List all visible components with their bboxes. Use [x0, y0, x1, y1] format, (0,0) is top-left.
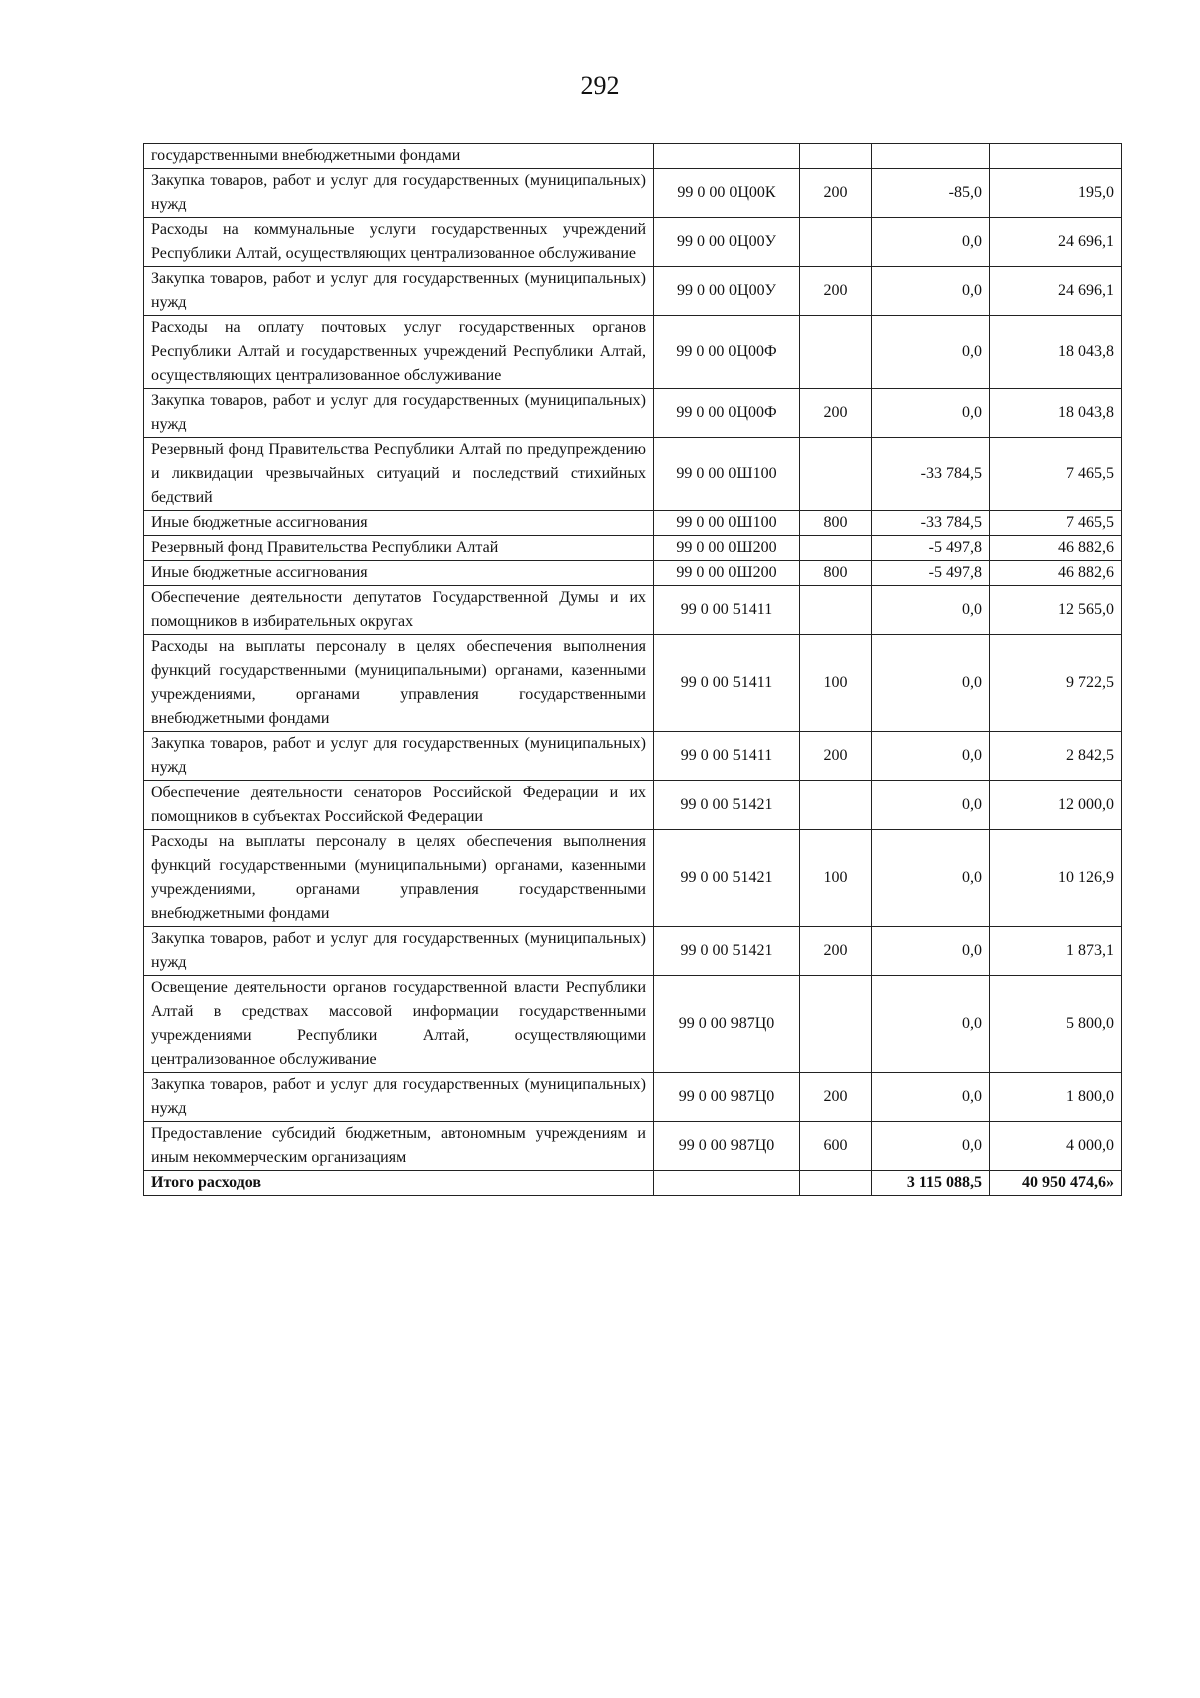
table-body	[144, 144, 1122, 1196]
change-amount-cell: 0,0	[872, 976, 990, 1073]
total-amount-cell: 12 565,0	[990, 586, 1122, 635]
expense-name-cell: Иные бюджетные ассигнования	[144, 511, 654, 536]
change-amount-cell: -33 784,5	[872, 438, 990, 511]
table-row	[144, 635, 1122, 732]
expense-type-cell: 200	[800, 169, 872, 218]
total-amount-cell: 5 800,0	[990, 976, 1122, 1073]
expense-name-cell: Обеспечение деятельности сенаторов Российской Федерации и их помощников в субъектах Российской Федерации	[144, 781, 654, 830]
change-amount-cell	[872, 144, 990, 169]
table-row	[144, 781, 1122, 830]
expense-name-cell: Резервный фонд Правительства Республики Алтай	[144, 536, 654, 561]
total-amount-cell: 24 696,1	[990, 218, 1122, 267]
table-row	[144, 316, 1122, 389]
table-row	[144, 536, 1122, 561]
expense-type-cell: 100	[800, 635, 872, 732]
total-type-cell	[800, 1171, 872, 1196]
expense-name-cell: Закупка товаров, работ и услуг для государственных (муниципальных) нужд	[144, 389, 654, 438]
expense-name-cell: Расходы на оплату почтовых услуг государственных органов Республики Алтай и государственных учреждений Республики Алтай, осуществляющих централизованное обслуживание	[144, 316, 654, 389]
target-code-cell: 99 0 00 51411	[654, 635, 800, 732]
target-code-cell: 99 0 00 987Ц0	[654, 976, 800, 1073]
expense-name-cell: Освещение деятельности органов государственной власти Республики Алтай в средствах массовой информации государственными учреждениями Республики Алтай, осуществляющими централизованное обслуживание	[144, 976, 654, 1073]
total-amount-cell: 1 873,1	[990, 927, 1122, 976]
target-code-cell: 99 0 00 51421	[654, 830, 800, 927]
table-row	[144, 438, 1122, 511]
total-code-cell	[654, 1171, 800, 1196]
table-row	[144, 144, 1122, 169]
expense-type-cell	[800, 316, 872, 389]
expense-type-cell: 600	[800, 1122, 872, 1171]
table-row	[144, 267, 1122, 316]
total-amount-cell: 7 465,5	[990, 438, 1122, 511]
table-row	[144, 561, 1122, 586]
target-code-cell: 99 0 00 987Ц0	[654, 1122, 800, 1171]
total-amount-cell: 46 882,6	[990, 536, 1122, 561]
expense-type-cell	[800, 438, 872, 511]
target-code-cell: 99 0 00 51421	[654, 927, 800, 976]
change-amount-cell: 0,0	[872, 389, 990, 438]
change-amount-cell: 0,0	[872, 635, 990, 732]
change-amount-cell: -33 784,5	[872, 511, 990, 536]
total-amount-cell: 18 043,8	[990, 389, 1122, 438]
target-code-cell: 99 0 00 0Ш200	[654, 561, 800, 586]
total-amount-cell: 7 465,5	[990, 511, 1122, 536]
target-code-cell: 99 0 00 0Ш100	[654, 438, 800, 511]
table-row	[144, 218, 1122, 267]
target-code-cell: 99 0 00 0Ц00К	[654, 169, 800, 218]
change-amount-cell: 0,0	[872, 267, 990, 316]
expense-type-cell: 200	[800, 267, 872, 316]
change-amount-cell: -85,0	[872, 169, 990, 218]
expense-name-cell: Закупка товаров, работ и услуг для государственных (муниципальных) нужд	[144, 169, 654, 218]
target-code-cell: 99 0 00 0Ш200	[654, 536, 800, 561]
total-amount-cell: 9 722,5	[990, 635, 1122, 732]
table-row	[144, 1122, 1122, 1171]
expense-name-cell: государственными внебюджетными фондами	[144, 144, 654, 169]
expense-type-cell: 200	[800, 389, 872, 438]
total-amount-cell: 4 000,0	[990, 1122, 1122, 1171]
total-amount-cell: 2 842,5	[990, 732, 1122, 781]
expense-type-cell: 200	[800, 1073, 872, 1122]
expense-name-cell: Расходы на выплаты персоналу в целях обеспечения выполнения функций государственными (муниципальными) органами, казенными учреждениями, органами управления государственными внебюджетными фондами	[144, 635, 654, 732]
total-change-cell: 3 115 088,5	[872, 1171, 990, 1196]
target-code-cell: 99 0 00 0Ц00У	[654, 218, 800, 267]
table-row	[144, 169, 1122, 218]
expense-name-cell: Закупка товаров, работ и услуг для государственных (муниципальных) нужд	[144, 1073, 654, 1122]
total-row	[144, 1171, 1122, 1196]
total-amount-cell: 46 882,6	[990, 561, 1122, 586]
target-code-cell: 99 0 00 0Ц00Ф	[654, 389, 800, 438]
table-row	[144, 1073, 1122, 1122]
change-amount-cell: 0,0	[872, 781, 990, 830]
change-amount-cell: 0,0	[872, 732, 990, 781]
change-amount-cell: 0,0	[872, 1073, 990, 1122]
expense-name-cell: Расходы на выплаты персоналу в целях обеспечения выполнения функций государственными (муниципальными) органами, казенными учреждениями, органами управления государственными внебюджетными фондами	[144, 830, 654, 927]
expense-type-cell	[800, 144, 872, 169]
budget-expenses-table	[143, 143, 1122, 1196]
total-amount-cell: 1 800,0	[990, 1073, 1122, 1122]
expense-type-cell: 200	[800, 927, 872, 976]
target-code-cell: 99 0 00 987Ц0	[654, 1073, 800, 1122]
target-code-cell: 99 0 00 51421	[654, 781, 800, 830]
total-amount-cell: 195,0	[990, 169, 1122, 218]
change-amount-cell: 0,0	[872, 218, 990, 267]
expense-type-cell	[800, 218, 872, 267]
target-code-cell: 99 0 00 0Ц00У	[654, 267, 800, 316]
change-amount-cell: 0,0	[872, 1122, 990, 1171]
total-amount-cell: 10 126,9	[990, 830, 1122, 927]
total-amount-cell: 18 043,8	[990, 316, 1122, 389]
expense-name-cell: Обеспечение деятельности депутатов Государственной Думы и их помощников в избирательных округах	[144, 586, 654, 635]
expense-type-cell: 800	[800, 511, 872, 536]
total-label-cell: Итого расходов	[144, 1171, 654, 1196]
expense-type-cell: 100	[800, 830, 872, 927]
table-row	[144, 586, 1122, 635]
expense-name-cell: Расходы на коммунальные услуги государственных учреждений Республики Алтай, осуществляющих централизованное обслуживание	[144, 218, 654, 267]
change-amount-cell: 0,0	[872, 586, 990, 635]
expense-name-cell: Закупка товаров, работ и услуг для государственных (муниципальных) нужд	[144, 927, 654, 976]
expense-type-cell: 800	[800, 561, 872, 586]
table-row	[144, 732, 1122, 781]
total-amount-cell: 12 000,0	[990, 781, 1122, 830]
table-row	[144, 976, 1122, 1073]
change-amount-cell: 0,0	[872, 927, 990, 976]
total-sum-cell: 40 950 474,6»	[990, 1171, 1122, 1196]
expense-name-cell: Закупка товаров, работ и услуг для государственных (муниципальных) нужд	[144, 732, 654, 781]
expense-name-cell: Иные бюджетные ассигнования	[144, 561, 654, 586]
table-row	[144, 830, 1122, 927]
target-code-cell: 99 0 00 51411	[654, 732, 800, 781]
table-row	[144, 927, 1122, 976]
change-amount-cell: -5 497,8	[872, 536, 990, 561]
table-row	[144, 389, 1122, 438]
target-code-cell	[654, 144, 800, 169]
expense-type-cell	[800, 586, 872, 635]
expense-type-cell	[800, 536, 872, 561]
page-number: 292	[580, 71, 620, 100]
table-row	[144, 511, 1122, 536]
change-amount-cell: 0,0	[872, 830, 990, 927]
change-amount-cell: 0,0	[872, 316, 990, 389]
target-code-cell: 99 0 00 51411	[654, 586, 800, 635]
total-amount-cell	[990, 144, 1122, 169]
expense-name-cell: Закупка товаров, работ и услуг для государственных (муниципальных) нужд	[144, 267, 654, 316]
change-amount-cell: -5 497,8	[872, 561, 990, 586]
expense-name-cell: Предоставление субсидий бюджетным, автономным учреждениям и иным некоммерческим организациям	[144, 1122, 654, 1171]
total-amount-cell: 24 696,1	[990, 267, 1122, 316]
expense-type-cell: 200	[800, 732, 872, 781]
expense-type-cell	[800, 781, 872, 830]
expense-name-cell: Резервный фонд Правительства Республики Алтай по предупреждению и ликвидации чрезвычайных ситуаций и последствий стихийных бедствий	[144, 438, 654, 511]
target-code-cell: 99 0 00 0Ш100	[654, 511, 800, 536]
target-code-cell: 99 0 00 0Ц00Ф	[654, 316, 800, 389]
expense-type-cell	[800, 976, 872, 1073]
